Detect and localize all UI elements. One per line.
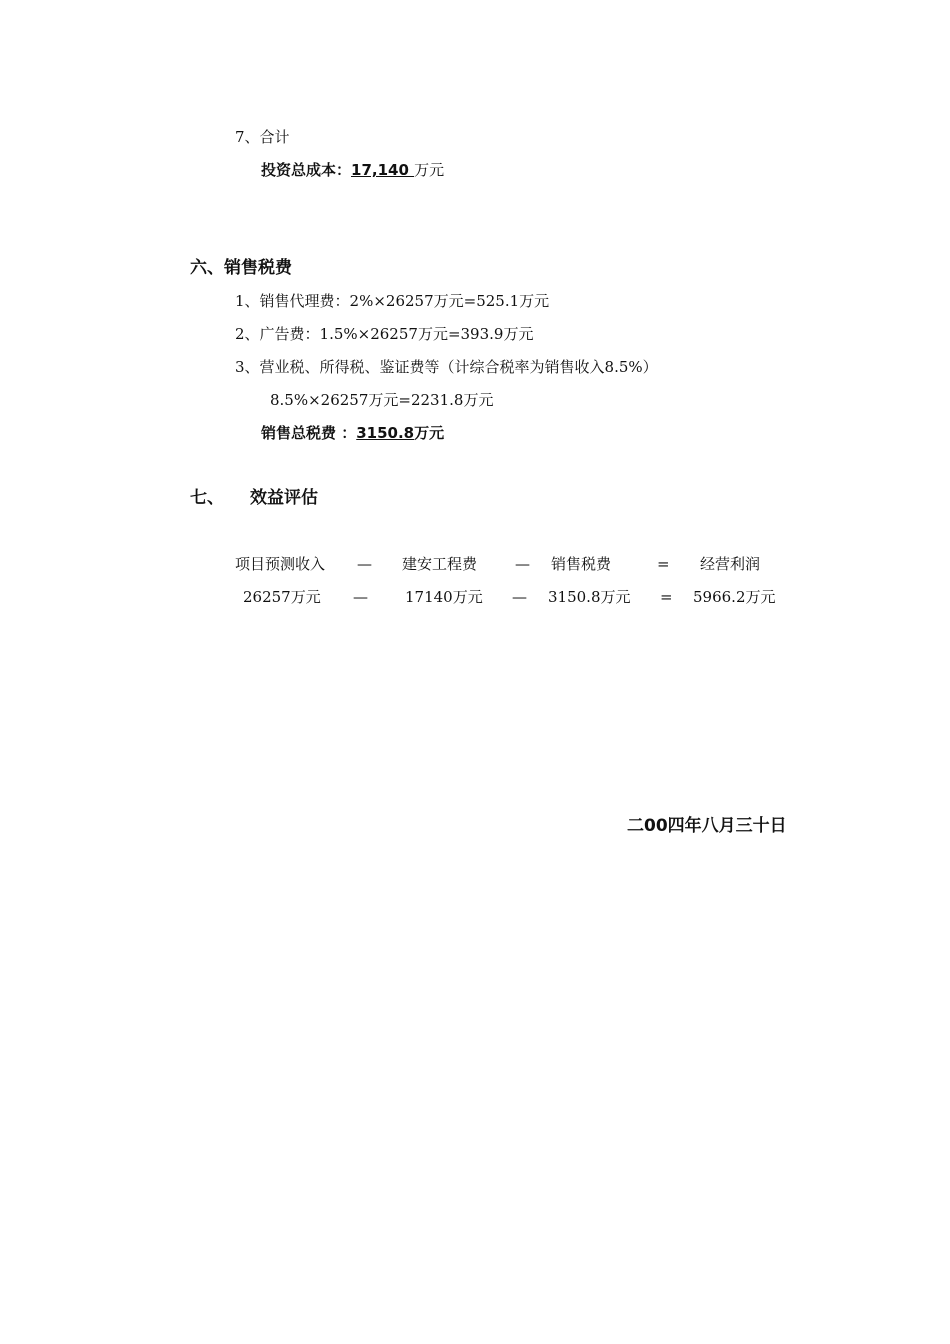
total-item-title: 7、合计 [235,128,290,146]
formula-value-minus-2: — [512,588,527,606]
formula-label-equals: = [657,555,670,573]
formula-value-revenue: 26257万元 [243,588,321,606]
advertising-fee-item: 2、广告费：1.5%×26257万元=393.9万元 [235,325,534,343]
formula-value-equals: = [660,588,673,606]
section-seven-number: 七、 [190,488,224,508]
formula-value-profit: 5966.2万元 [693,588,776,606]
total-investment-unit: 万元 [414,161,445,179]
document-date: 二00四年八月三十日 [627,816,787,836]
formula-value-construction: 17140万元 [405,588,483,606]
total-investment-label: 投资总成本： [261,161,352,179]
formula-label-construction: 建安工程费 [402,555,478,573]
sales-total-tax-line [261,423,444,443]
sales-agency-fee-item: 1、销售代理费：2%×26257万元=525.1万元 [235,292,550,310]
section-seven-heading [190,488,318,508]
taxes-item: 3、营业税、所得税、鉴证费等（计综合税率为销售收入8.5%） [235,358,658,376]
sales-total-tax-label: 销售总税费 ： [261,424,357,442]
formula-label-minus-1: — [357,555,372,573]
formula-label-sales-tax: 销售税费 [551,555,612,573]
formula-label-minus-2: — [515,555,530,573]
formula-label-revenue: 项目预测收入 [235,555,326,573]
formula-value-minus-1: — [353,588,368,606]
total-investment-value: 17,140 [351,161,415,179]
section-seven-title: 效益评估 [250,488,318,508]
taxes-calc: 8.5%×26257万元=2231.8万元 [270,391,494,409]
formula-value-sales-tax: 3150.8万元 [548,588,631,606]
sales-total-tax-unit: 万元 [414,424,445,442]
total-investment-line [261,160,444,180]
section-six-heading: 六、销售税费 [190,258,292,278]
formula-label-profit: 经营利润 [700,555,761,573]
sales-total-tax-value: 3150.8 [356,424,415,442]
